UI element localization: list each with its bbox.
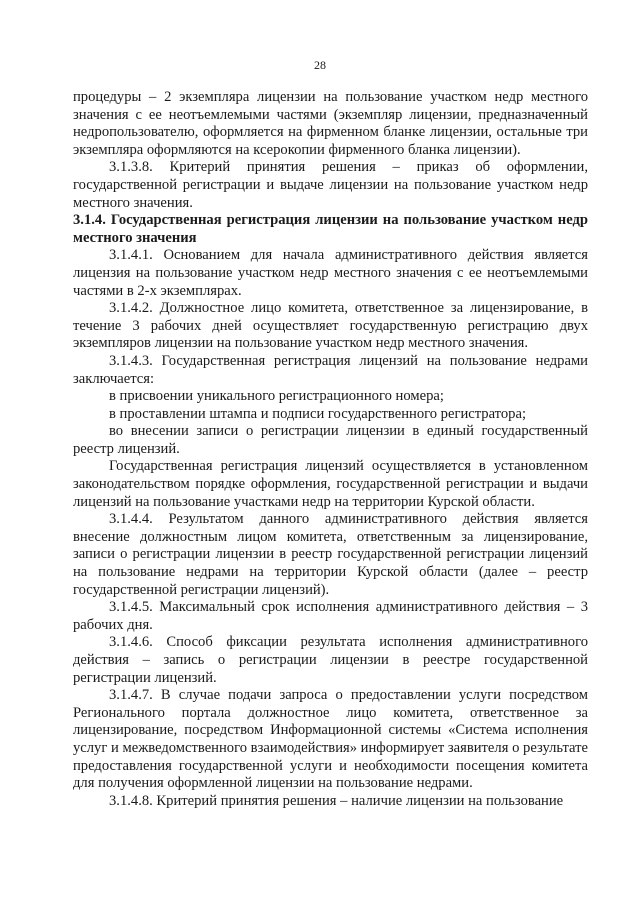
list-item-stamp-signature: в проставлении штампа и подписи государственного регистратора; (109, 405, 526, 422)
list-item-registry-entry: во внесении записи о регистрации лицензии в единый государственный реестр лицензий. (73, 423, 588, 457)
paragraph-3-1-4-7: 3.1.4.7. В случае подачи запроса о предоставлении услуги посредством Регионального портала должностное лицо комитета, ответственное за лицензирование, посредством Информационной системы «Система исполнения услуг и межведомственного взаимодействия» информирует заявителя о результате предоставления государственной услуги и необходимости посещения комитета для получения оформленной лицензии на пользование недрами. (73, 687, 588, 792)
paragraph-registration-procedure: Государственная регистрация лицензий осуществляется в установленном законодательством порядке оформления, государственной регистрации и выдачи лицензий на пользование участками недр на территории Курской области. (73, 458, 588, 510)
paragraph-3-1-4-2: 3.1.4.2. Должностное лицо комитета, ответственное за лицензирование, в течение 3 рабочих дней осуществляет государственную регистрацию двух экземпляров лицензии на пользование участком недр местного значения. (73, 300, 588, 352)
page-number: 28 (314, 58, 326, 72)
paragraph-3-1-4-3: 3.1.4.3. Государственная регистрация лицензий на пользование недрами заключается: (73, 352, 588, 387)
list-item-registration-number: в присвоении уникального регистрационного номера; (109, 388, 444, 405)
section-heading-3-1-4: 3.1.4. Государственная регистрация лицензии на пользование участком недр местного значения (73, 212, 588, 246)
paragraph-3-1-3-8: 3.1.3.8. Критерий принятия решения – приказ об оформлении, государственной регистрации и выдаче лицензии на пользование участком недр местного значения. (73, 159, 588, 211)
document-body (73, 89, 588, 810)
paragraph-3-1-4-6: 3.1.4.6. Способ фиксации результата исполнения административного действия – запись о регистрации лицензии в реестре государственной регистрации лицензий. (73, 634, 588, 686)
paragraph-3-1-4-1: 3.1.4.1. Основанием для начала административного действия является лицензия на пользование участком недр местного значения с ее неотъемлемыми частями в 2-х экземплярах. (73, 247, 588, 299)
paragraph-3-1-4-5: 3.1.4.5. Максимальный срок исполнения административного действия – 3 рабочих дня. (73, 599, 588, 633)
paragraph-procedure-copies: процедуры – 2 экземпляра лицензии на пользование участком недр местного значения с ее неотъемлемыми частями (экземпляр лицензии, предназначенный недропользователю, оформляется на фирменном бланке лицензии, остальные три экземпляра оформляются на ксерокопии фирменного бланка лицензии). (73, 89, 588, 158)
paragraph-3-1-4-4: 3.1.4.4. Результатом данного административного действия является внесение должностным лицом комитета, ответственным за лицензирование, записи о регистрации лицензии в реестр государственной регистрации лицензий на пользование недрами на территории Курской области (далее – реестр государственной регистрации лицензий). (73, 511, 588, 598)
paragraph-3-1-4-8: 3.1.4.8. Критерий принятия решения – наличие лицензии на пользование (109, 792, 564, 809)
